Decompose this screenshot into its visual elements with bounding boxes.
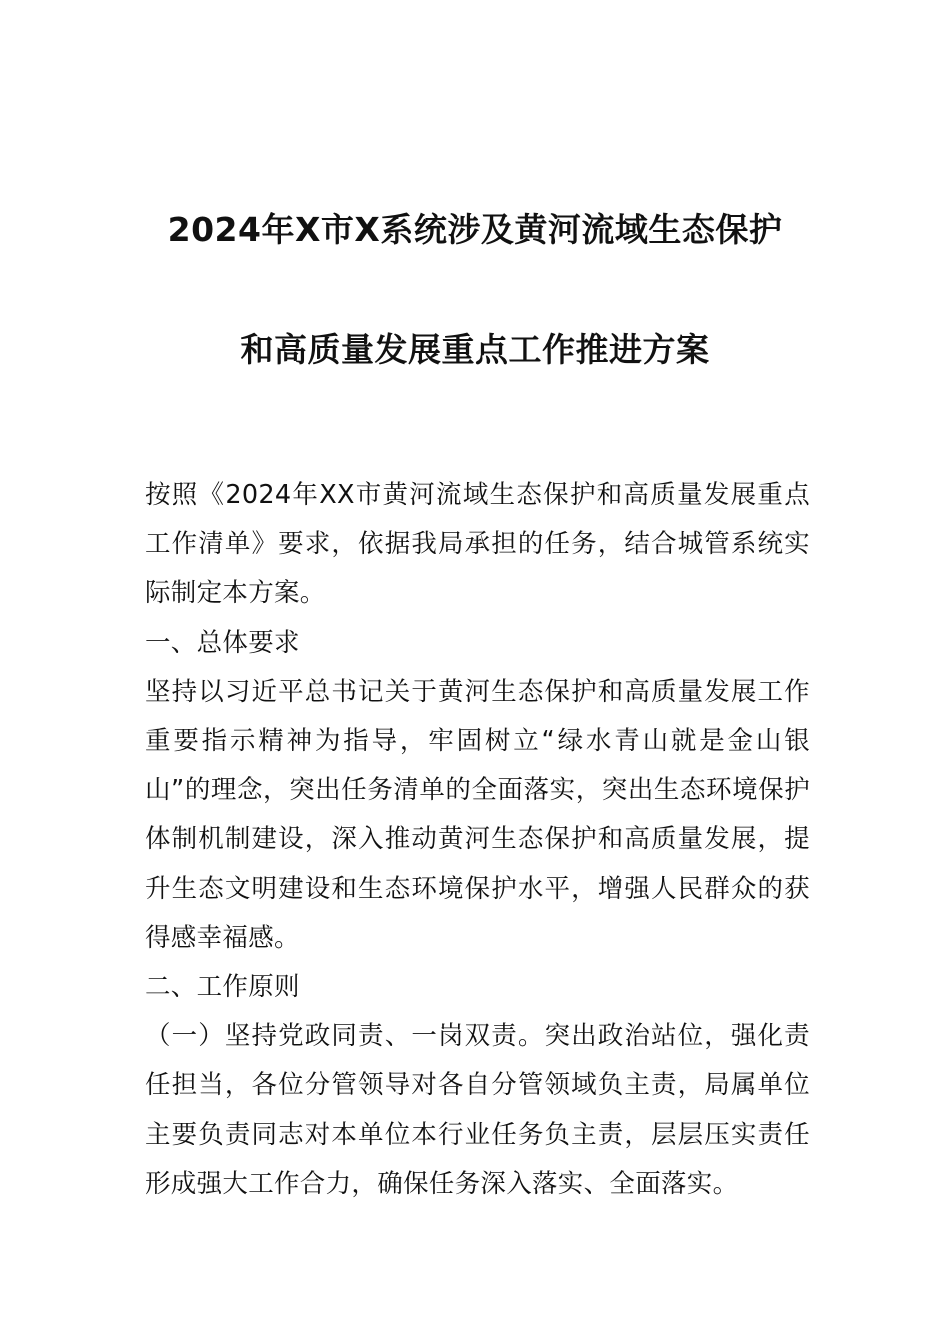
general-requirements-paragraph: 坚持以习近平总书记关于黄河生态保护和高质量发展工作重要指示精神为指导，牢固树立“绿水青山就是金山银山”的理念，突出任务清单的全面落实，突出生态环境保护体制机制建设，深入推动黄河生态保护和高质量发展，提升生态文明建设和生态环境保护水平，增强人民群众的获得感幸福感。 bbox=[145, 676, 810, 953]
principle-1-paragraph: （一）坚持党政同责、一岗双责。突出政治站位，强化责任担当，各位分管领导对各自分管领域负主责，局属单位主要负责同志对本单位本行业任务负主责，层层压实责任形成强大工作合力，确保任务深入落实、全面落实。 bbox=[145, 1021, 810, 1199]
document-title-line-1: 2024年X市X系统涉及黄河流域生态保护 bbox=[167, 210, 783, 249]
section-heading-work-principles: 二、工作原则 bbox=[145, 972, 300, 1003]
document-title-line-2: 和高质量发展重点工作推进方案 bbox=[240, 330, 710, 369]
intro-paragraph: 按照《2024年XX市黄河流域生态保护和高质量发展重点工作清单》要求，依据我局承担的任务，结合城管系统实际制定本方案。 bbox=[145, 480, 810, 609]
document-body bbox=[145, 471, 810, 1209]
section-heading-general-requirements: 一、总体要求 bbox=[145, 627, 300, 658]
